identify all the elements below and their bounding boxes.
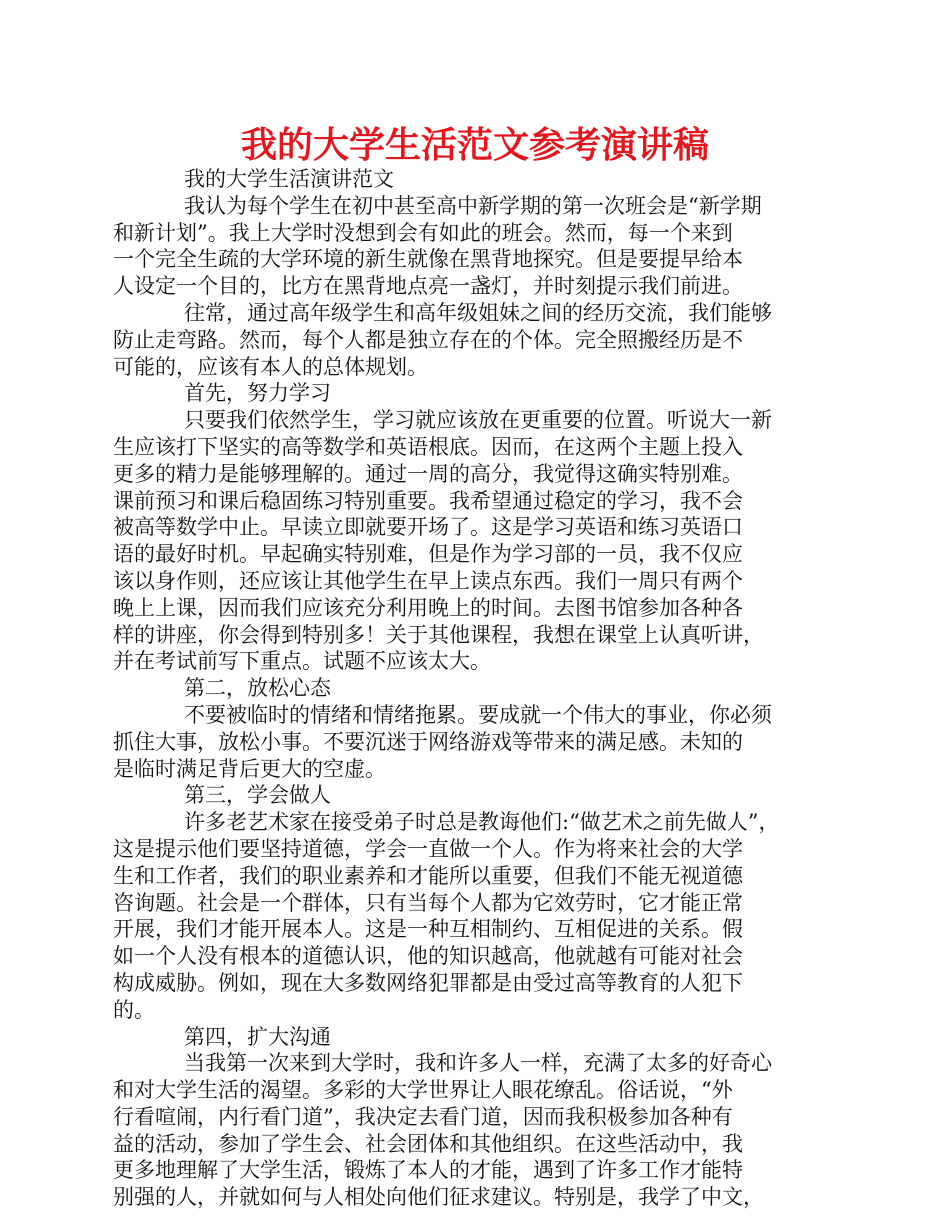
body-line: 当我第一次来到大学时，我和许多人一样，充满了太多的好奇心 <box>184 1051 772 1076</box>
body-line: 首先，努力学习 <box>184 381 331 406</box>
body-line: 第四，扩大沟通 <box>184 1024 331 1049</box>
body-line: 不要被临时的情绪和情绪拖累。要成就一个伟大的事业，你必须 <box>184 702 772 727</box>
body-line: 样的讲座，你会得到特别多！关于其他课程，我想在课堂上认真听讲， <box>113 622 764 647</box>
body-line: 是临时满足背后更大的空虚。 <box>113 756 386 781</box>
document-title: 我的大学生活范文参考演讲稿 <box>240 125 709 166</box>
body-line: 可能的，应该有本人的总体规划。 <box>113 354 428 379</box>
body-line: 许多老艺术家在接受弟子时总是教诲他们:“做艺术之前先做人”， <box>184 810 780 835</box>
body-line: 益的活动，参加了学生会、社会团体和其他组织。在这些活动中，我 <box>113 1131 743 1156</box>
body-line: 该以身作则，还应该让其他学生在早上读点东西。我们一周只有两个 <box>113 568 743 593</box>
body-line: 被高等数学中止。早读立即就要开场了。这是学习英语和练习英语口 <box>113 515 743 540</box>
body-line: 我认为每个学生在初中甚至高中新学期的第一次班会是“新学期 <box>184 193 762 218</box>
body-line: 第二，放松心态 <box>184 676 331 701</box>
body-line: 第三，学会做人 <box>184 783 331 808</box>
body-line: 构成威胁。例如，现在大多数网络犯罪都是由受过高等教育的人犯下 <box>113 970 743 995</box>
body-line: 人设定一个目的，比方在黑背地点亮一盏灯，并时刻提示我们前进。 <box>113 274 743 299</box>
body-line: 课前预习和课后稳固练习特别重要。我希望通过稳定的学习，我不会 <box>113 488 743 513</box>
body-line: 咨询题。社会是一个群体，只有当每个人都为它效劳时，它才能正常 <box>113 890 743 915</box>
body-line: 如一个人没有根本的道德认识，他的知识越高，他就越有可能对社会 <box>113 944 743 969</box>
body-line: 晚上上课，因而我们应该充分利用晚上的时间。去图书馆参加各种各 <box>113 595 743 620</box>
body-line: 行看喧闹，内行看门道”，我决定去看门道，因而我积极参加各种有 <box>113 1104 733 1129</box>
body-line: 生和工作者，我们的职业素养和才能所以重要，但我们不能无视道德 <box>113 863 743 888</box>
body-line: 生应该打下坚实的高等数学和英语根底。因而，在这两个主题上投入 <box>113 434 743 459</box>
body-line: 只要我们依然学生，学习就应该放在更重要的位置。听说大一新 <box>184 408 772 433</box>
body-line: 并在考试前写下重点。试题不应该太大。 <box>113 649 491 674</box>
body-line: 语的最好时机。早起确实特别难，但是作为学习部的一员，我不仅应 <box>113 542 743 567</box>
body-line: 这是提示他们要坚持道德，学会一直做一个人。作为将来社会的大学 <box>113 836 743 861</box>
body-line: 和对大学生活的渴望。多彩的大学世界让人眼花缭乱。俗话说，“外 <box>113 1078 733 1103</box>
body-line: 开展，我们才能开展本人。这是一种互相制约、互相促进的关系。假 <box>113 917 743 942</box>
body-line: 更多地理解了大学生活，锻炼了本人的才能，遇到了许多工作才能特 <box>113 1158 743 1183</box>
body-line: 往常，通过高年级学生和高年级姐妹之间的经历交流，我们能够 <box>184 300 772 325</box>
body-line: 抓住大事，放松小事。不要沉迷于网络游戏等带来的满足感。未知的 <box>113 729 743 754</box>
body-line: 更多的精力是能够理解的。通过一周的高分，我觉得这确实特别难。 <box>113 461 743 486</box>
body-line: 我的大学生活演讲范文 <box>184 167 394 191</box>
document-body <box>113 166 833 1211</box>
body-line: 和新计划”。我上大学时没想到会有如此的班会。然而，每一个来到 <box>113 220 733 245</box>
body-line: 防止走弯路。然而，每个人都是独立存在的个体。完全照搬经历是不 <box>113 327 743 352</box>
body-line: 一个完全生疏的大学环境的新生就像在黑背地探究。但是要提早给本 <box>113 247 743 272</box>
body-line: 的。 <box>113 997 155 1022</box>
body-line: 别强的人，并就如何与人相处向他们征求建议。特别是，我学了中文， <box>113 1185 764 1210</box>
